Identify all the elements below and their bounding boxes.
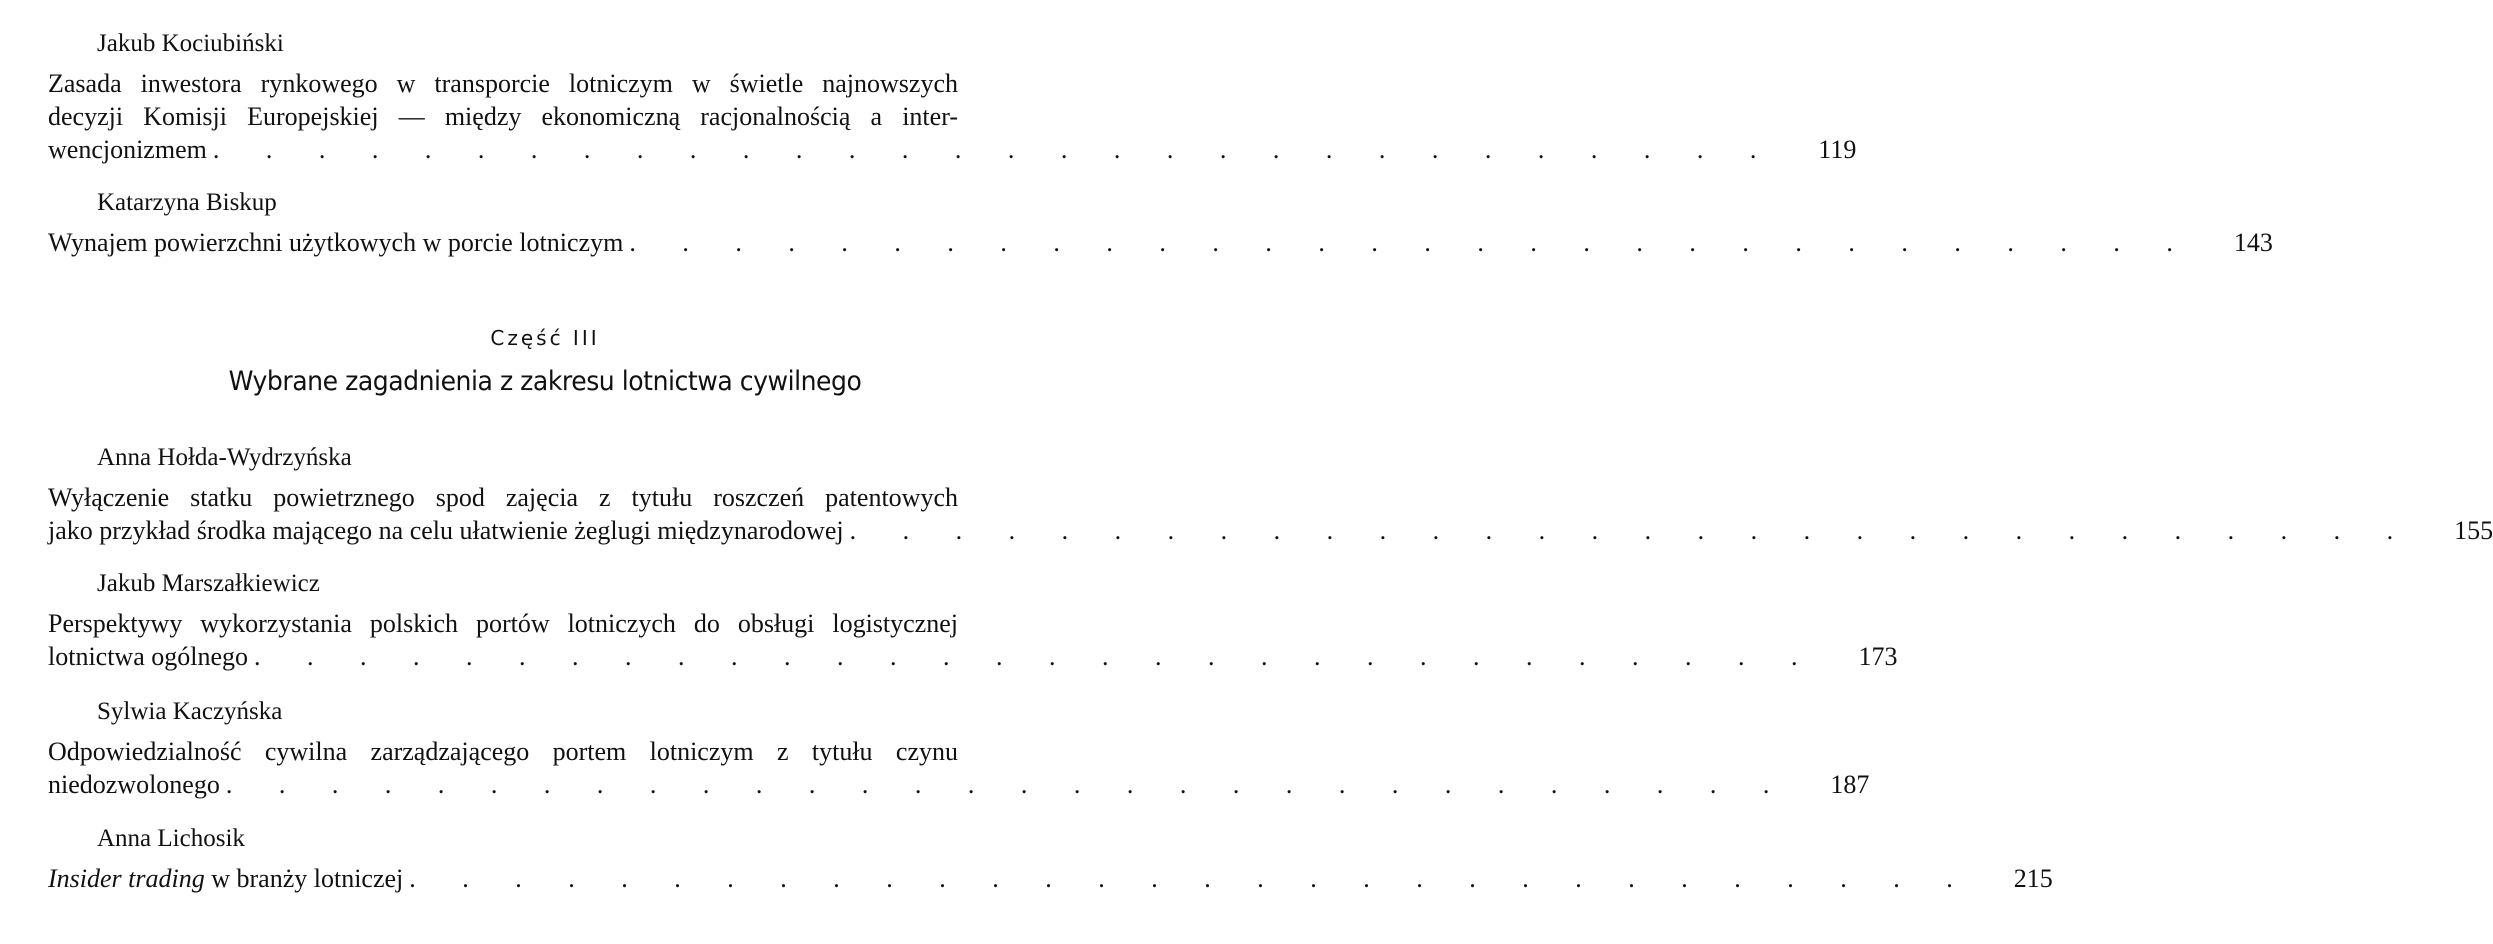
entry-title-last-line: [48, 862, 2053, 895]
entry-author: Anna Lichosik: [97, 825, 245, 852]
entry-title-line: decyzji Komisji Europejskiej — między ekonomiczną racjonalnością a inter-: [48, 102, 958, 131]
entry-title-last-line: [48, 133, 1857, 166]
entry-author: Anna Hołda-Wydrzyńska: [97, 444, 352, 471]
entry-title-last-line: [48, 768, 1870, 801]
entry-title-italic: Insider trading: [48, 864, 205, 893]
toc-entry-lichosik: [48, 822, 2053, 895]
page-number: 155: [2454, 516, 2493, 545]
toc-entry-kaczynska: [48, 695, 1870, 801]
page-number: 173: [1858, 642, 1898, 671]
part-label: Część III: [490, 326, 600, 350]
entry-title-end: niedozwolonego: [48, 770, 220, 799]
toc-entry-kociubinski: [48, 27, 1857, 166]
entry-author: Sylwia Kaczyńska: [97, 698, 283, 725]
dot-leader: . . . . . . . . . . . . . . . . . . . . . . . . . . . . . .: [409, 864, 1973, 893]
dot-leader: . . . . . . . . . . . . . . . . . . . . . . . . . . . . . .: [849, 516, 2414, 545]
entry-title-line: Zasada inwestora rynkowego w transporcie lotniczym w świetle najnowszych: [48, 69, 958, 98]
entry-title-end: Wynajem powierzchni użytkowych w porcie lotniczym: [48, 228, 624, 257]
entry-title-line: Perspektywy wykorzystania polskich portów lotniczych do obsługi logistycznej: [48, 609, 958, 638]
dot-leader: . . . . . . . . . . . . . . . . . . . . . . . . . . . . . .: [212, 135, 1777, 164]
entry-title-end: [48, 862, 403, 895]
toc-entry-marszalkiewicz: [48, 567, 1898, 673]
entry-title-line: Odpowiedzialność cywilna zarządzającego portem lotniczym z tytułu czynu: [48, 737, 958, 766]
entry-author: Jakub Marszałkiewicz: [97, 570, 320, 597]
page-number: 143: [2233, 228, 2273, 257]
entry-title-last-line: [48, 226, 2273, 259]
dot-leader: . . . . . . . . . . . . . . . . . . . . . . . . . . . . . .: [254, 642, 1818, 671]
entry-author: Katarzyna Biskup: [97, 189, 277, 216]
entry-title-last-line: [48, 514, 2493, 547]
entry-title-end: jako przykład środka mającego na celu ułatwienie żeglugi międzynarodowej: [48, 516, 844, 545]
entry-title-line: Wyłączenie statku powietrznego spod zajęcia z tytułu roszczeń patentowych: [48, 483, 958, 512]
toc-entry-holda-wydrzynska: [48, 441, 2493, 547]
page-number: 119: [1818, 135, 1857, 164]
entry-title-end: lotnictwa ogólnego: [48, 642, 249, 671]
entry-title-end: wencjonizmem: [48, 135, 207, 164]
dot-leader: . . . . . . . . . . . . . . . . . . . . . . . . . . . . . .: [225, 770, 1790, 799]
dot-leader: . . . . . . . . . . . . . . . . . . . . . . . . . . . . . .: [629, 228, 2193, 257]
part-title: Wybrane zagadnienia z zakresu lotnictwa cywilnego: [228, 366, 862, 397]
entry-title-last-line: [48, 640, 1898, 673]
entry-title-rest: w branży lotniczej: [204, 864, 404, 893]
page-number: 215: [2013, 864, 2053, 893]
toc-entry-biskup: [48, 186, 2273, 259]
page-number: 187: [1830, 770, 1870, 799]
entry-author: Jakub Kociubiński: [97, 30, 284, 57]
